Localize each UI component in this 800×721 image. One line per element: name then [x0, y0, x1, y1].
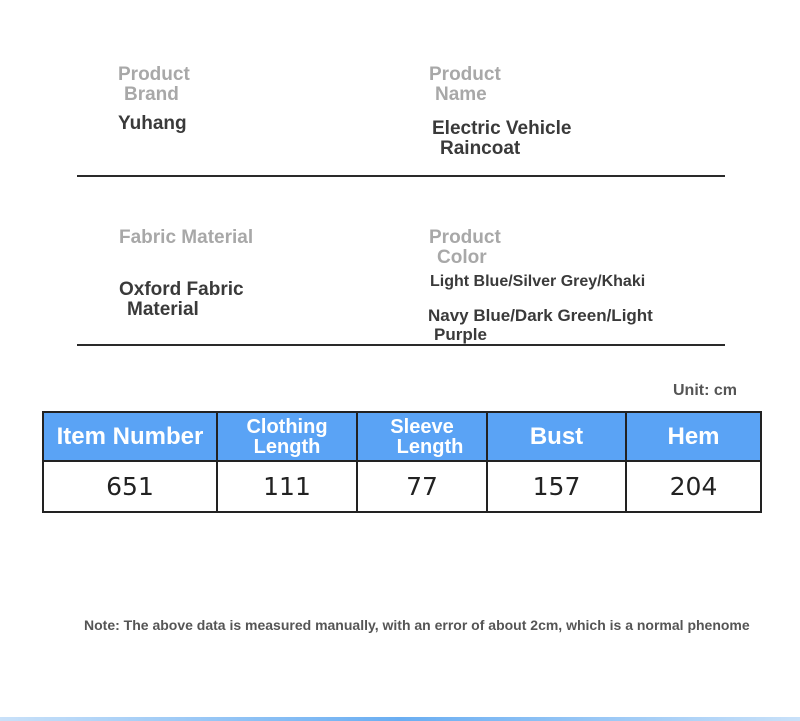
fabric-material-value-line1: Oxford Fabric — [119, 279, 244, 300]
bottom-accent-bar — [0, 717, 800, 721]
product-name-label-line2: Name — [435, 84, 487, 105]
fabric-material-value — [119, 280, 244, 320]
header-item-number: Item Number — [43, 412, 217, 461]
product-name-value-line1: Electric Vehicle — [432, 118, 572, 139]
table-row — [43, 461, 761, 512]
header-sleeve-length-line2: Length — [396, 435, 464, 458]
product-color-value-2-line1: Navy Blue/Dark Green/Light — [428, 306, 653, 325]
fabric-material-value-line2: Material — [127, 299, 199, 320]
size-table-header-row — [43, 412, 761, 461]
product-brand-label-line1: Product — [118, 64, 190, 85]
product-name-value — [432, 119, 571, 159]
cell-hem: 204 — [626, 461, 761, 512]
size-table — [42, 411, 762, 513]
fabric-material-label: Fabric Material — [119, 227, 254, 248]
divider-1 — [77, 175, 725, 177]
header-clothing-length — [217, 412, 357, 461]
cell-clothing-length: 111 — [217, 461, 357, 512]
product-brand-label-line2: Brand — [124, 84, 179, 105]
product-color-value-1: Light Blue/Silver Grey/Khaki — [430, 273, 646, 290]
header-sleeve-length-line1: Sleeve — [390, 415, 454, 438]
product-brand-value: Yuhang — [118, 113, 187, 134]
measurement-note: Note: The above data is measured manually, with an error of about 2cm, which is a normal phenome — [84, 617, 750, 633]
unit-label: Unit: cm — [673, 382, 737, 399]
product-color-label — [429, 228, 501, 268]
header-sleeve-length — [357, 412, 487, 461]
product-color-value-2-line2: Purple — [434, 325, 487, 344]
product-name-label-line1: Product — [429, 64, 501, 85]
header-bust: Bust — [487, 412, 626, 461]
product-color-value-2 — [428, 306, 653, 344]
cell-item-number: 651 — [43, 461, 217, 512]
product-brand-label — [118, 65, 190, 105]
cell-sleeve-length: 77 — [357, 461, 487, 512]
header-clothing-length-line1: Clothing — [246, 415, 328, 438]
product-name-value-line2: Raincoat — [440, 138, 521, 159]
header-clothing-length-line2: Length — [253, 435, 321, 458]
product-name-label — [429, 65, 501, 105]
product-color-label-line2: Color — [437, 247, 487, 268]
product-color-label-line1: Product — [429, 227, 501, 248]
divider-2 — [77, 344, 725, 346]
header-hem: Hem — [626, 412, 761, 461]
cell-bust: 157 — [487, 461, 626, 512]
